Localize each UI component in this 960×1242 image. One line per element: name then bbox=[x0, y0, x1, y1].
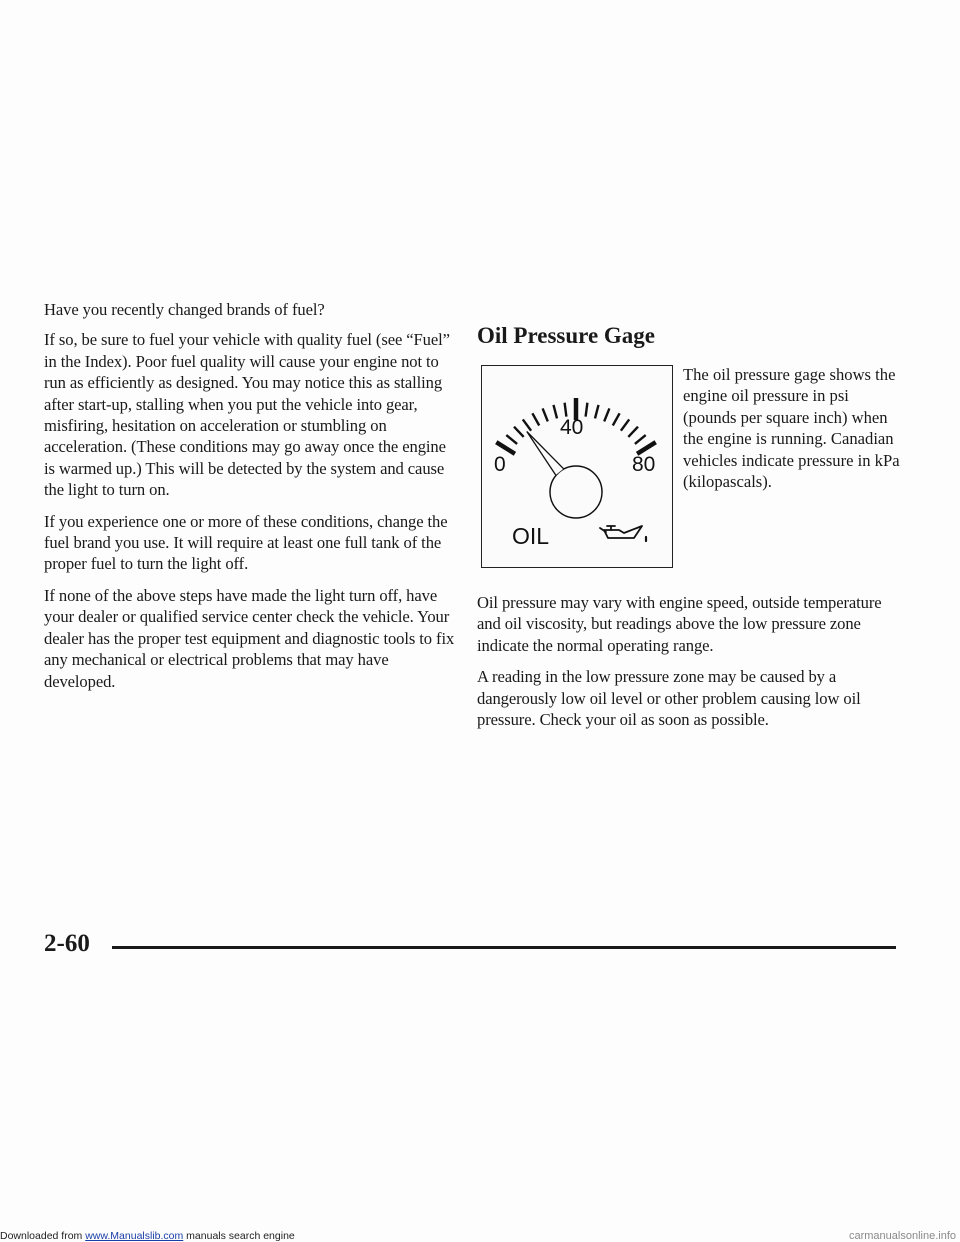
gauge-tick bbox=[554, 405, 558, 419]
gauge-svg bbox=[482, 366, 671, 566]
gauge-description-text: The oil pressure gage shows the engine oil pressure in psi (pounds per square inch) when the engine is running. Canadian vehicles indicate pressure in kPa (kilopascals). bbox=[683, 365, 900, 492]
gauge-tick bbox=[604, 408, 609, 421]
gauge-tick bbox=[635, 435, 646, 444]
gauge-tick bbox=[514, 427, 524, 437]
fuel-quality-paragraph: If so, be sure to fuel your vehicle with quality fuel (see “Fuel” in the Index). Poor fuel quality will cause your engine not to run as efficiently as designed. You may notice this as stalling after start-up, stalling when you put the vehicle into gear, misfiring, hesitation on acceleration or stumbling on acceleration. (These conditions may go away once the engine is warmed up.) This will be detected by the system and cause the light to turn on. bbox=[44, 330, 450, 500]
footer-prefix: Downloaded from bbox=[0, 1230, 86, 1242]
section-heading: Oil Pressure Gage bbox=[477, 323, 656, 348]
gauge-tick bbox=[506, 435, 517, 444]
gauge-tick bbox=[613, 413, 620, 425]
gauge-tick bbox=[621, 419, 629, 430]
right-column bbox=[477, 592, 897, 740]
oil-can-icon bbox=[600, 526, 646, 541]
gauge-tick bbox=[586, 403, 588, 417]
change-brand-paragraph: If you experience one or more of these conditions, change the fuel brand you use. It will require at least one full tank of the proper fuel to turn the light off. bbox=[44, 511, 448, 574]
gauge-label-name: OIL bbox=[512, 523, 550, 549]
gauge-label-max: 80 bbox=[632, 453, 656, 476]
gauge-label-mid: 40 bbox=[560, 416, 584, 439]
gauge-tick bbox=[565, 403, 567, 417]
gauge-description bbox=[683, 364, 903, 492]
gauge-hub bbox=[550, 466, 602, 518]
oil-pressure-vary-paragraph: Oil pressure may vary with engine speed, outside temperature and oil viscosity, but readings above the low pressure zone indicate the normal operating range. bbox=[477, 593, 882, 655]
download-footer bbox=[0, 1230, 960, 1242]
fuel-question: Have you recently changed brands of fuel? bbox=[44, 300, 325, 319]
gauge-tick bbox=[595, 405, 599, 419]
gauge-tick bbox=[628, 427, 638, 437]
gauge-tick bbox=[543, 408, 548, 421]
gauge-needle bbox=[527, 432, 564, 476]
watermark: carmanualsonline.info bbox=[848, 1230, 956, 1242]
low-pressure-paragraph: A reading in the low pressure zone may be caused by a dangerously low oil level or other problem causing low oil pressure. Check your oil as soon as possible. bbox=[477, 667, 861, 730]
manualslib-link[interactable]: www.Manualslib.com bbox=[85, 1230, 184, 1242]
dealer-paragraph: If none of the above steps have made the light turn off, have your dealer or qualified service center check the vehicle. Your dealer has the proper test equipment and diagnostic tools to fix any mechanical or electrical problems that may have developed. bbox=[44, 585, 455, 691]
gauge-tick bbox=[523, 419, 531, 430]
footer-suffix: manuals search engine bbox=[183, 1230, 295, 1242]
gauge-tick bbox=[532, 413, 539, 425]
oil-pressure-gauge-illustration bbox=[481, 365, 673, 568]
page-number: 2-60 bbox=[44, 930, 90, 957]
gauge-label-min: 0 bbox=[494, 453, 506, 476]
left-column bbox=[44, 299, 456, 702]
page-rule bbox=[112, 946, 896, 949]
